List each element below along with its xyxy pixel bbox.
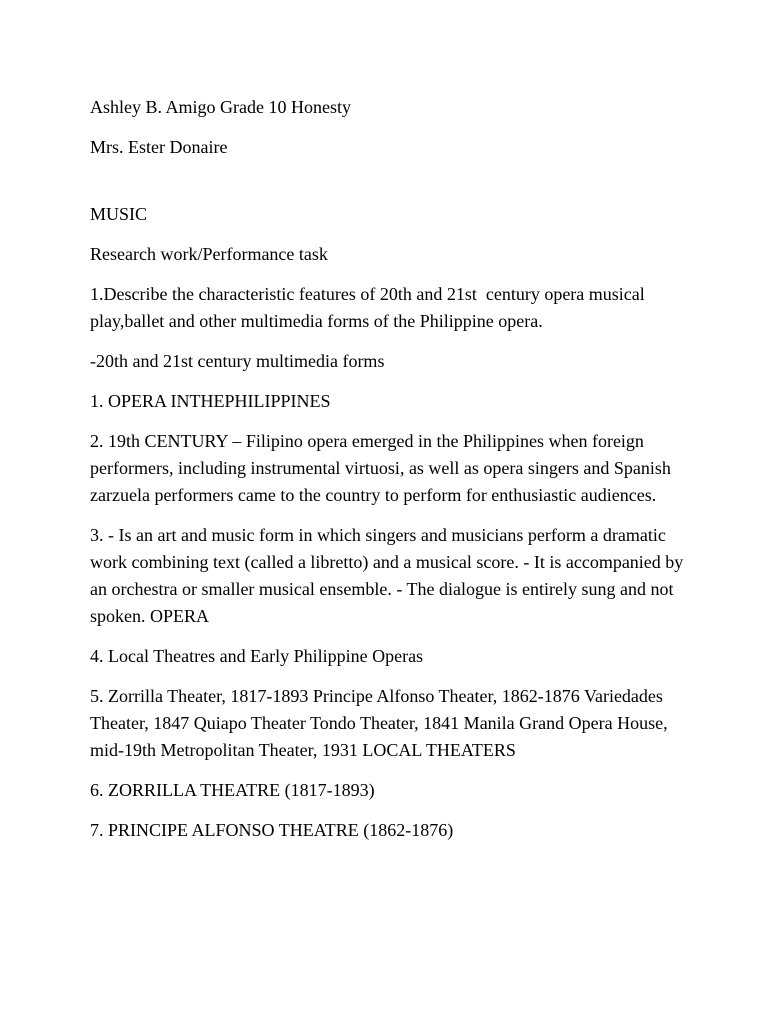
- prompt-paragraph: 1.Describe the characteristic features of 20th and 21st century opera musical play,ballet and other multimedia forms of the Philippine opera.: [90, 284, 650, 331]
- blank-line: [90, 174, 690, 201]
- list-item: 7. PRINCIPE ALFONSO THEATRE (1862-1876): [90, 820, 454, 840]
- teacher-line: Mrs. Ester Donaire: [90, 137, 228, 157]
- list-item: 4. Local Theatres and Early Philippine Operas: [90, 646, 424, 666]
- task-line: Research work/Performance task: [90, 244, 328, 264]
- list-item: 5. Zorrilla Theater, 1817-1893 Principe Alfonso Theater, 1862-1876 Variedades Theater, 1847 Quiapo Theater Tondo Theater, 1841 Manila Grand Opera House, mid-19th Metropolitan Theater, 1931 LOCAL THEATERS: [90, 686, 673, 760]
- document-body: [90, 94, 690, 857]
- list-item: 3. - Is an art and music form in which singers and musicians perform a dramatic work combining text (called a libretto) and a musical score. - It is accompanied by an orchestra or smaller musical ensemble. - The dialogue is entirely sung and not spoken. OPERA: [90, 525, 688, 626]
- list-item: 2. 19th CENTURY – Filipino opera emerged in the Philippines when foreign performers, including instrumental virtuosi, as well as opera singers and Spanish zarzuela performers came to the country to perform for enthusiastic audiences.: [90, 431, 676, 505]
- section-heading: -20th and 21st century multimedia forms: [90, 351, 385, 371]
- student-line: Ashley B. Amigo Grade 10 Honesty: [90, 97, 351, 117]
- list-item: 1. OPERA INTHEPHILIPPINES: [90, 391, 331, 411]
- subject-heading: MUSIC: [90, 204, 148, 224]
- list-item: 6. ZORRILLA THEATRE (1817-1893): [90, 780, 375, 800]
